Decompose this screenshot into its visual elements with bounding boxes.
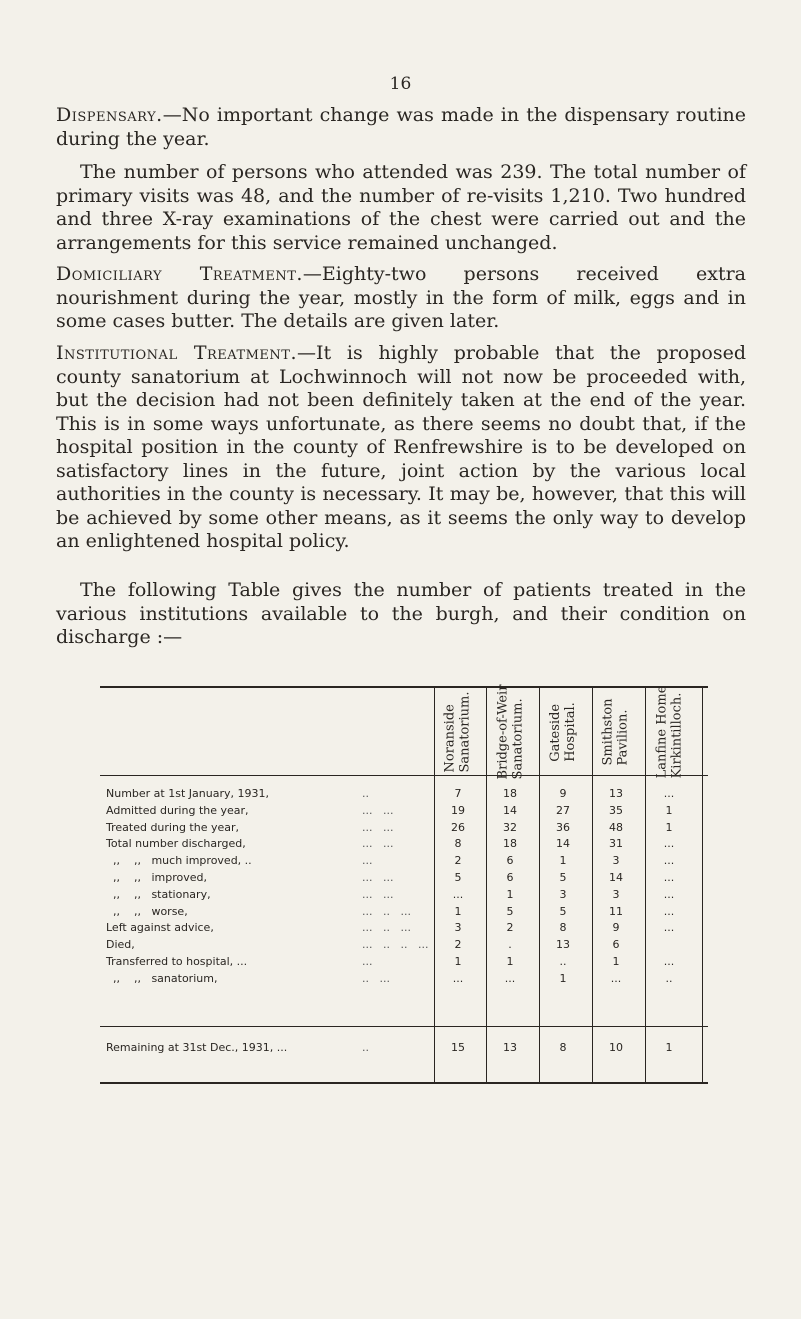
- table-row: [100, 904, 708, 919]
- table-cell: 26: [451, 820, 465, 834]
- row-label: ,, ,, stationary,: [106, 887, 211, 901]
- row-label: ,, ,, much improved, ..: [106, 854, 252, 868]
- table-cell: ...: [663, 955, 675, 968]
- table-row: [100, 836, 708, 851]
- table-row: [100, 803, 708, 818]
- row-leader-dots: ... .. .. ...: [362, 938, 429, 952]
- table-cell: 18: [503, 787, 517, 800]
- row-label: ,, ,, improved,: [106, 871, 207, 884]
- table-cell: 19: [451, 803, 465, 817]
- table-cell: ...: [504, 971, 516, 985]
- table-cell: 1: [559, 971, 567, 985]
- table-cell: 13: [609, 787, 623, 800]
- table-cell: 14: [609, 871, 623, 884]
- paragraph-table-intro: [56, 579, 746, 650]
- table-cell: 14: [556, 837, 570, 851]
- table-cell: 5: [506, 904, 514, 918]
- table-cell: 1: [559, 854, 567, 868]
- column-header-bridge-of-weir: Bridge-of-Weir Sanatorium.: [495, 684, 526, 780]
- row-leader-dots: ... ...: [362, 803, 394, 817]
- row-label: Treated during the year,: [106, 820, 240, 834]
- table-cell: 48: [609, 820, 623, 834]
- table-cell: 32: [503, 820, 517, 834]
- row-leader-dots: ... ...: [362, 820, 394, 834]
- column-header-gateside: Gateside Hospital.: [548, 702, 578, 762]
- table-cell: 2: [454, 854, 462, 868]
- paragraph-text: —Eighty-two persons received extra nourishment during the year, mostly in the form of milk, eggs and in some cases butter. The details are given later.: [56, 263, 746, 332]
- table-cell: 27: [556, 803, 570, 817]
- column-divider: [486, 688, 487, 1082]
- table-row: [100, 820, 708, 835]
- table-cell: 1: [612, 955, 620, 968]
- table-cell: 8: [559, 921, 567, 935]
- paragraph-text: —No important change was made in the dispensary routine during the year.: [56, 104, 746, 150]
- row-leader-dots: ... ...: [362, 887, 394, 901]
- table-cell: 1: [506, 955, 514, 968]
- paragraph-text: The number of persons who attended was 239. The total number of primary visits was 48, and the number of re-visits 1,210. Two hundred and three X-ray examinations of the chest were carried out and the arrangements for this service remained unchanged.: [56, 161, 746, 254]
- row-leader-dots: .. ...: [362, 971, 390, 985]
- row-leader-dots: ... .. ...: [362, 921, 411, 935]
- table-cell: 3: [559, 887, 567, 901]
- column-divider: [645, 688, 646, 1082]
- table-cell: ...: [663, 921, 675, 935]
- row-leader-dots: ...: [362, 955, 373, 968]
- total-row: [100, 1040, 708, 1055]
- column-divider: [434, 688, 435, 1082]
- row-leader-dots: ... ...: [362, 837, 394, 851]
- row-label: ,, ,, worse,: [106, 904, 188, 918]
- row-label: Died,: [106, 938, 135, 952]
- table-cell: 6: [506, 854, 514, 868]
- row-leader-dots: ..: [362, 1041, 369, 1054]
- column-header-noranside: Noranside Sanatorium.: [443, 691, 474, 773]
- table-cell: 2: [454, 938, 462, 952]
- row-label: Number at 1st January, 1931,: [106, 787, 269, 800]
- table-cell: 31: [609, 837, 623, 851]
- paragraph-heading: Domiciliary Treatment.: [56, 263, 303, 285]
- table-cell: 13: [503, 1041, 517, 1054]
- table-cell: 2: [506, 921, 514, 935]
- table-cell: 18: [503, 837, 517, 851]
- table-cell: 15: [451, 1041, 465, 1054]
- row-label: Remaining at 31st Dec., 1931, ...: [106, 1041, 288, 1054]
- table-cell: 3: [454, 921, 462, 935]
- table-cell: ...: [663, 887, 675, 901]
- table-row: [100, 937, 708, 952]
- table-cell: 14: [503, 803, 517, 817]
- table-row: [100, 870, 708, 885]
- table-cell: ..: [665, 971, 673, 985]
- table-cell: ...: [610, 971, 622, 985]
- table-header: [100, 684, 708, 780]
- table-cell: 1: [454, 955, 462, 968]
- table-row: [100, 853, 708, 868]
- table-cell: ...: [663, 854, 675, 868]
- table-cell: ..: [559, 955, 567, 968]
- table-cell: ...: [663, 871, 675, 884]
- table-row: [100, 786, 708, 801]
- page-number: 16: [389, 74, 412, 94]
- patients-table: [100, 686, 708, 1084]
- table-cell: 1: [454, 904, 462, 918]
- table-cell: 10: [609, 1041, 623, 1054]
- table-row: [100, 954, 708, 969]
- table-cell: ...: [452, 887, 464, 901]
- table-cell: 9: [559, 787, 567, 800]
- table-cell: 3: [612, 854, 620, 868]
- row-label: Admitted during the year,: [106, 803, 249, 817]
- table-cell: 8: [454, 837, 462, 851]
- table-cell: 1: [665, 1041, 673, 1054]
- column-divider: [702, 688, 703, 1082]
- table-cell: ...: [663, 904, 675, 918]
- row-leader-dots: ... ...: [362, 871, 394, 884]
- table-cell: 6: [612, 938, 620, 952]
- row-label: ,, ,, sanatorium,: [106, 971, 218, 985]
- table-cell: ...: [452, 971, 464, 985]
- paragraph-attendance: [56, 161, 746, 255]
- row-leader-dots: ... .. ...: [362, 904, 411, 918]
- total-separator: [100, 1026, 708, 1027]
- table-cell: 5: [559, 871, 567, 884]
- table-cell: 1: [506, 887, 514, 901]
- table-cell: ...: [663, 837, 675, 851]
- paragraph-dispensary: [56, 104, 746, 151]
- paragraph-heading: Dispensary.: [56, 104, 163, 126]
- row-label: Left against advice,: [106, 921, 214, 935]
- table-cell: 36: [556, 820, 570, 834]
- table-cell: .: [508, 938, 512, 952]
- table-cell: 8: [559, 1041, 567, 1054]
- table-cell: 5: [559, 904, 567, 918]
- table-cell: 13: [556, 938, 570, 952]
- column-header-smithston: Smithston Pavilion.: [601, 698, 631, 766]
- table-cell: ...: [663, 787, 675, 800]
- paragraph-institutional: [56, 342, 746, 554]
- table-cell: 1: [665, 803, 673, 817]
- paragraph-text: The following Table gives the number of patients treated in the various institutions available to the burgh, and their condition on discharge :—: [56, 579, 746, 648]
- table-cell: 1: [665, 820, 673, 834]
- row-label: Transferred to hospital, ...: [106, 955, 248, 968]
- column-header-lanfine: Lanfine Home Kirkintilloch.: [654, 685, 684, 779]
- table-row: [100, 971, 708, 986]
- row-label: Total number discharged,: [106, 837, 246, 851]
- row-leader-dots: ..: [362, 787, 369, 800]
- table-cell: 5: [454, 871, 462, 884]
- table-row: [100, 887, 708, 902]
- paragraph-heading: Institutional Treatment.: [56, 342, 298, 364]
- table-cell: 3: [612, 887, 620, 901]
- table-cell: 35: [609, 803, 623, 817]
- row-leader-dots: ...: [362, 854, 373, 868]
- table-cell: 9: [612, 921, 620, 935]
- paragraph-domiciliary: [56, 263, 746, 334]
- table-cell: 11: [609, 904, 623, 918]
- table-cell: 6: [506, 871, 514, 884]
- table-row: [100, 920, 708, 935]
- column-divider: [592, 688, 593, 1082]
- table-cell: 7: [454, 787, 462, 800]
- column-divider: [539, 688, 540, 1082]
- paragraph-text: —It is highly probable that the proposed county sanatorium at Lochwinnoch will not now be proceeded with, but the decision had not been definitely taken at the end of the year. This is in some ways unfortunate, as there seems no doubt that, if the hospital position in the county of Renfrewshire is to be developed on satisfactory lines in the future, joint action by the various local authorities in the county is necessary. It may be, however, that this will be achieved by some other means, as it seems the only way to develop an enlightened hospital policy.: [56, 342, 747, 552]
